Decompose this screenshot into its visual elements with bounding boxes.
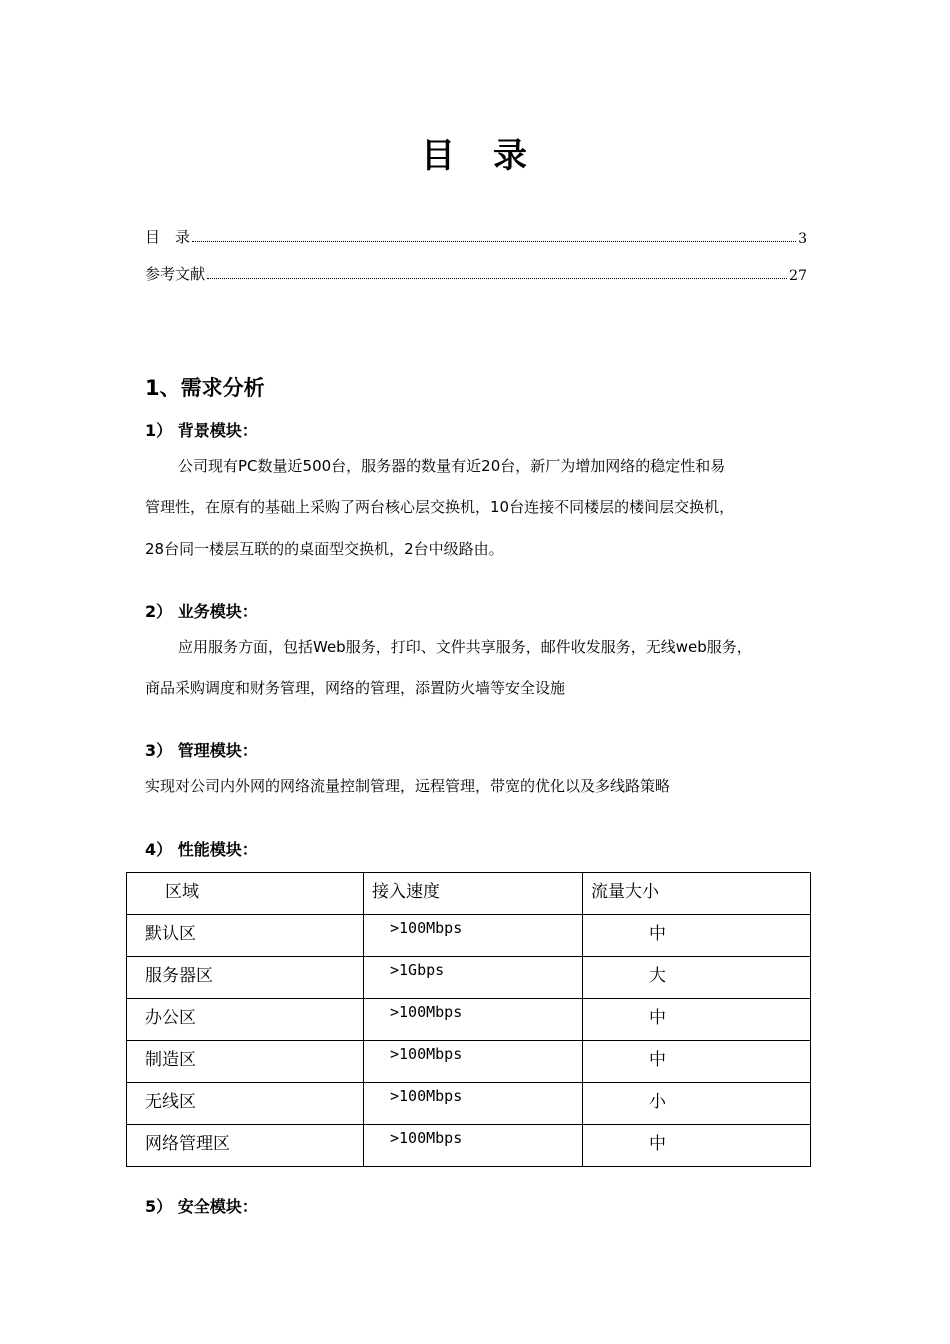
header-cell: 接入速度 — [364, 873, 583, 915]
table-row — [127, 999, 811, 1041]
toc-entry-page: 27 — [789, 268, 807, 284]
header-cell: 流量大小 — [583, 873, 811, 915]
flow-cell: 中 — [649, 1008, 666, 1028]
background-line: 公司现有PC数量近500台，服务器的数量有近20台，新厂为增加网络的稳定性和易 — [178, 457, 726, 475]
flow-cell: 中 — [649, 1134, 666, 1154]
section-heading: 1、需求分析 — [145, 376, 265, 400]
toc-leader-dots — [192, 240, 796, 242]
toc-entry-label: 目 录 — [145, 228, 191, 246]
table-row — [127, 957, 811, 999]
table-row — [127, 915, 811, 957]
toc-entry-page: 3 — [798, 231, 807, 247]
toc-leader-dots — [207, 277, 787, 279]
speed-cell: >100Mbps — [390, 1087, 463, 1105]
background-heading: 1） 背景模块： — [145, 421, 258, 440]
flow-cell: 中 — [649, 1050, 666, 1070]
speed-cell: >100Mbps — [390, 1129, 463, 1147]
zone-cell: 默认区 — [145, 924, 196, 944]
management-heading: 3） 管理模块： — [145, 741, 258, 760]
header-cell: 区域 — [127, 873, 364, 915]
toc-entry[interactable] — [145, 262, 807, 284]
background-line: 28台同一楼层互联的的桌面型交换机，2台中级路由。 — [145, 540, 504, 558]
zone-cell: 服务器区 — [145, 966, 213, 986]
table-row — [127, 1083, 811, 1125]
zone-cell: 制造区 — [145, 1050, 196, 1070]
speed-cell: >100Mbps — [390, 1003, 463, 1021]
performance-table — [126, 872, 811, 1167]
zone-cell: 无线区 — [145, 1092, 196, 1112]
table-row — [127, 1125, 811, 1167]
business-line: 应用服务方面，包括Web服务，打印、文件共享服务，邮件收发服务，无线web服务， — [178, 638, 752, 656]
business-heading: 2） 业务模块： — [145, 602, 258, 621]
toc-title: 目 录 — [421, 136, 529, 176]
table-row — [127, 1041, 811, 1083]
zone-cell: 办公区 — [145, 1008, 196, 1028]
table-header-row — [127, 873, 811, 915]
zone-cell: 网络管理区 — [145, 1134, 230, 1154]
speed-cell: >100Mbps — [390, 919, 463, 937]
speed-cell: >1Gbps — [390, 961, 445, 979]
flow-cell: 中 — [649, 924, 666, 944]
toc-entry[interactable] — [145, 225, 807, 247]
security-heading: 5） 安全模块： — [145, 1197, 258, 1216]
management-line: 实现对公司内外网的网络流量控制管理，远程管理，带宽的优化以及多线路策略 — [145, 777, 671, 795]
performance-heading: 4） 性能模块： — [145, 840, 258, 859]
flow-cell: 大 — [649, 966, 666, 986]
background-line: 管理性，在原有的基础上采购了两台核心层交换机，10台连接不同楼层的楼间层交换机， — [145, 498, 735, 516]
speed-cell: >100Mbps — [390, 1045, 463, 1063]
flow-cell: 小 — [649, 1092, 666, 1112]
business-line: 商品采购调度和财务管理，网络的管理，添置防火墙等安全设施 — [145, 679, 566, 697]
toc-entry-label: 参考文献 — [145, 265, 206, 283]
